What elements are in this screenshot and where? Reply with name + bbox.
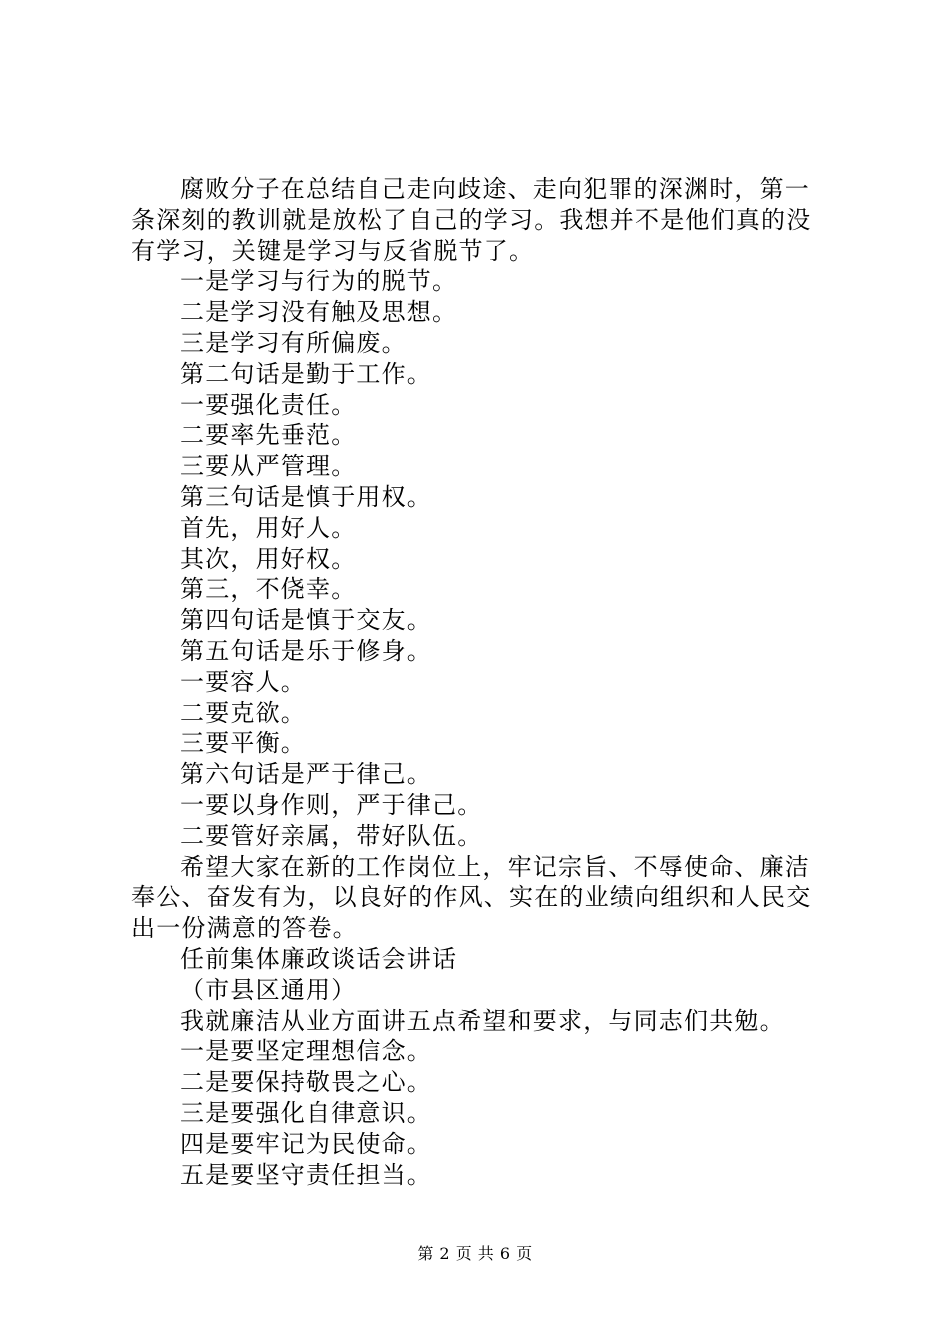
section-heading: 第四句话是慎于交友。: [180, 606, 432, 635]
paragraph: 三要平衡。: [180, 729, 306, 758]
document-body: [131, 174, 831, 1190]
paragraph: 一要容人。: [180, 667, 306, 696]
paragraph: 首先，用好人。: [180, 513, 357, 542]
page-number: 第 2 页 共 6 页: [417, 1244, 533, 1263]
paragraph: 三是学习有所偏废。: [180, 328, 407, 357]
paragraph: 一要以身作则，严于律己。: [180, 790, 483, 819]
paragraph: 腐败分子在总结自己走向歧途、走向犯罪的深渊时，第一条深刻的教训就是放松了自己的学习。我想并不是他们真的没有学习，关键是学习与反省脱节了。: [131, 175, 812, 265]
paragraph: 一是要坚定理想信念。: [180, 1037, 432, 1066]
paragraph: 五是要坚守责任担当。: [180, 1160, 432, 1189]
paragraph: 四是要牢记为民使命。: [180, 1129, 432, 1158]
document-subtitle: （市县区通用）: [180, 975, 357, 1004]
section-heading: 第五句话是乐于修身。: [180, 636, 432, 665]
paragraph: 第三，不侥幸。: [180, 575, 357, 604]
paragraph: 一是学习与行为的脱节。: [180, 267, 458, 296]
paragraph: 二要管好亲属，带好队伍。: [180, 821, 483, 850]
paragraph: 二是要保持敬畏之心。: [180, 1068, 432, 1097]
section-heading: 第三句话是慎于用权。: [180, 482, 432, 511]
paragraph: 希望大家在新的工作岗位上，牢记宗旨、不辱使命、廉洁奉公、奋发有为，以良好的作风、实在的业绩向组织和人民交出一份满意的答卷。: [131, 852, 812, 943]
paragraph: 二是学习没有触及思想。: [180, 298, 458, 327]
paragraph: 我就廉洁从业方面讲五点希望和要求，与同志们共勉。: [180, 1006, 785, 1035]
paragraph: 三是要强化自律意识。: [180, 1098, 432, 1127]
paragraph: 一要强化责任。: [180, 390, 357, 419]
paragraph: 其次，用好权。: [180, 544, 357, 573]
paragraph: 三要从严管理。: [180, 452, 357, 481]
paragraph: 二要率先垂范。: [180, 421, 357, 450]
document-title: 任前集体廉政谈话会讲话: [180, 944, 458, 973]
section-heading: 第六句话是严于律己。: [180, 760, 432, 789]
section-heading: 第二句话是勤于工作。: [180, 359, 432, 388]
paragraph: 二要克欲。: [180, 698, 306, 727]
